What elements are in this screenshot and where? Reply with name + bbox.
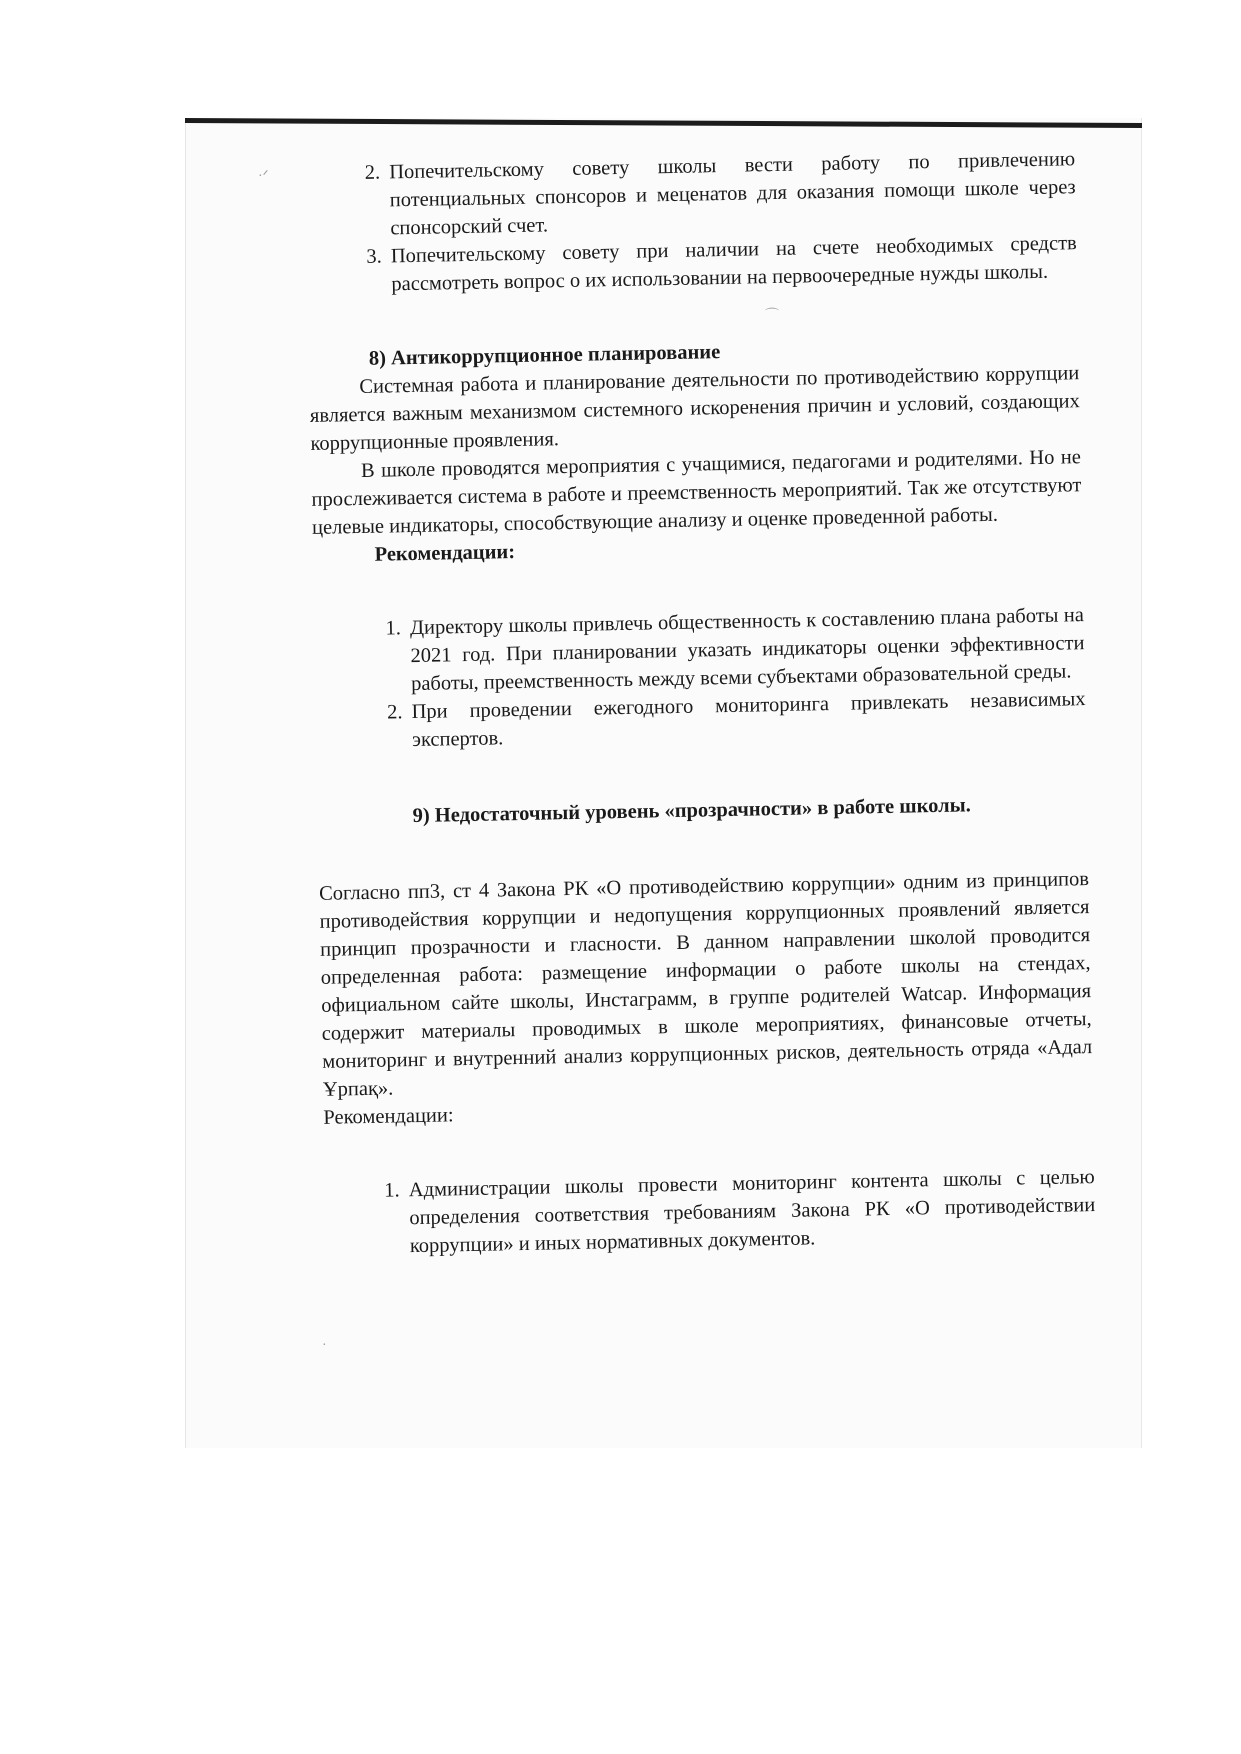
section8-heading: 8) Антикоррупционное планирование [368,341,721,370]
document-body [305,145,1096,1262]
section9-recommendations-label: Рекомендации: [323,1104,454,1129]
scan-speck: · [322,1338,327,1353]
section8-recommendations-label: Рекомендации: [374,541,516,566]
section9-paragraph: Согласно пп3, ст 4 Закона РК «О противодействию коррупции» одним из принципов противодействия коррупции и недопущения коррупционных проявлений является принцип прозрачности и гласности. В данном направлении школой проводится определенная работа: размещение информации о работе школы на стендах, официальном сайте школы, Инстаграмм, в группе родителей Watcap. Информация содержит материалы проводимых в школе мероприятиях, финансовые отчеты, мониторинг и внутренний анализ коррупционных рисков, деятельность отряда «Адал Ұрпақ». [318,868,1093,1101]
list-item: 3. Попечительскому совету при наличии на счете необходимых средств рассмотреть вопрос о их использовании на первоочередные нужды школы. [387,229,1078,298]
list-item: 1. Директору школы привлечь общественность к составлению плана работы на 2021 год. При планировании указать индикаторы оценки эффективности работы, преемственность между всеми субъектами образовательной среды. [406,601,1085,698]
section8-paragraph: В школе проводятся мероприятия с учащимися, педагогами и родителями. Но не прослеживается система в работе и преемственность мероприятий. Так же отсутствуют целевые индикаторы, способствующие анализу и оценке проведенной работы. [311,446,1082,539]
section8-recommendations-list [366,601,1087,755]
section9-heading: 9) Недостаточный уровень «прозрачности» в работе школы. [412,794,971,828]
list-item: 1. Администрации школы провести мониторинг контента школы с целью определения соответствия требованиям Закона РК «О противодействии коррупции» и иных нормативных документов. [405,1163,1096,1260]
section8-paragraph: Системная работа и планирование деятельности по противодействию коррупции является важным механизмом системного искоренения причин и условий, создающих коррупционные проявления. [309,362,1080,455]
list-item: 2. При проведении ежегодного мониторинга привлекать независимых экспертов. [407,685,1086,754]
list-item: 2. Попечительскому совету школы вести работу по привлечению потенциальных спонсоров и меценатов для оказания помощи школе через спонсорский счет. [385,145,1076,242]
scan-speck: ·ᐟ [258,169,269,184]
section9-recommendations-list [365,1163,1096,1261]
scan-speck: ⌒ [765,309,779,324]
sponsor-recommendations-list [345,145,1078,299]
